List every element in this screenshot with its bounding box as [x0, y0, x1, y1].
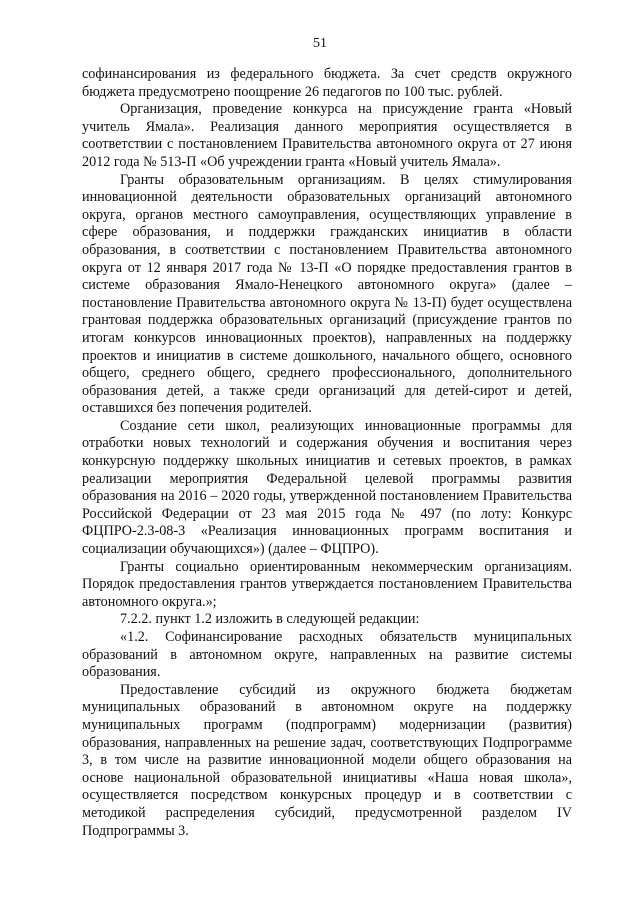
paragraph-nonprofit-grants: Гранты социально ориентированным некоммерческим организациям. Порядок предоставления грантов утверждается постановлением Правительства автономного округа.»;	[82, 558, 572, 610]
paragraph-grants-to-organizations: Гранты образовательным организациям. В целях стимулирования инновационной деятельности образовательных организаций автономного округа, органов местного самоуправления, осуществляющих управление в сфере образования, и поддержки гражданских инициатив в области образования, в соответствии с постановлением Правительства автономного округа от 12 января 2017 года № 13-П «О порядке предоставления грантов в системе образования Ямало-Ненецкого автономного округа» (далее – постановление Правительства автономного округа № 13-П) будет осуществлена грантовая поддержка образовательных организаций (присуждение грантов по итогам конкурсов инновационных проектов), направленных на поддержку проектов и инициатив в системе дошкольного, начального общего, основного общего, среднего общего, среднего профессионального, дополнительного образования детей, а также среди организаций для детей-сирот и детей, оставшихся без попечения родителей.	[82, 171, 572, 417]
paragraph-new-teacher-grant: Организация, проведение конкурса на присуждение гранта «Новый учитель Ямала». Реализация данного мероприятия осуществляется в соответствии с постановлением Правительства автономного округа от 27 июня 2012 года № 513-П «Об учреждении гранта «Новый учитель Ямала».	[82, 101, 572, 170]
paragraph-school-network: Создание сети школ, реализующих инновационные программы для отработки новых технологий и содержания обучения и воспитания через конкурсную поддержку школьных инициатив и сетевых проектов, в рамках реализации мероприятия Федеральной целевой программы развития образования на 2016 – 2020 годы, утвержденной постановлением Правительства Российской Федерации от 23 мая 2015 года № 497 (по лоту: Конкурс ФЦПРО-2.3-08-3 «Реализация инновационных программ воспитания и социализации обучающихся») (далее – ФЦПРО).	[82, 417, 572, 558]
paragraph-clause-1-2: «1.2. Софинансирование расходных обязательств муниципальных образований в автономном округе, направленных на развитие системы образования.	[82, 629, 572, 681]
paragraph-cofinancing-intro: софинансирования из федерального бюджета. За счет средств окружного бюджета предусмотрено поощрение 26 педагогов по 100 тыс. рублей.	[82, 66, 572, 100]
paragraph-subsidies: Предоставление субсидий из окружного бюджета бюджетам муниципальных образований в автономном округе на поддержку муниципальных программ (подпрограмм) модернизации (развития) образования, направленных на решение задач, соответствующих Подпрограмме 3, в том числе на развитие инновационной модели общего образования на основе национальной образовательной инициативы «Наша новая школа», осуществляется посредством конкурсных процедур и в соответствии с методикой распределения субсидий, предусмотренной разделом IV Подпрограммы 3.	[82, 681, 572, 839]
page-number: 51	[313, 36, 327, 51]
document-body	[82, 66, 572, 840]
paragraph-clause-7-2-2: 7.2.2. пункт 1.2 изложить в следующей редакции:	[120, 611, 420, 628]
